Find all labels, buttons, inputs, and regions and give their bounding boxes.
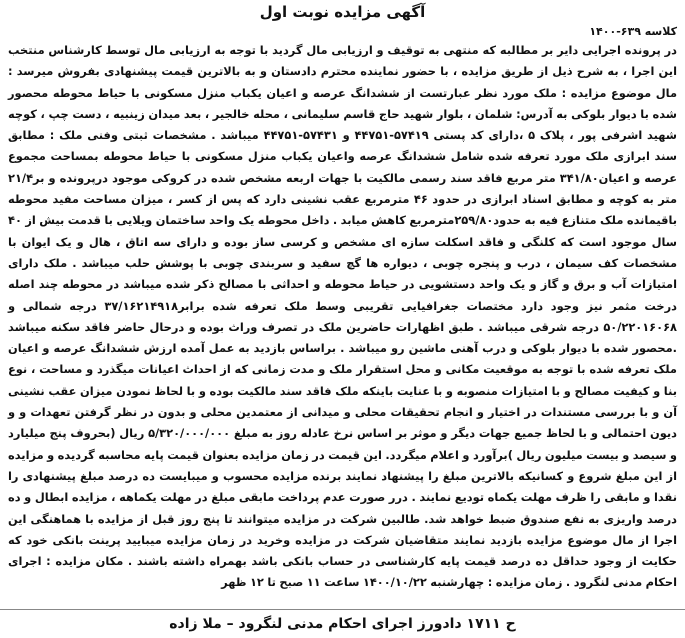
notice-body: در پرونده اجرایی دایر بر مطالبه که منتهی به توقیف و ارزیابی مال گردید با توجه به ارزیابی مال توسط کارشناس منتخب این اجرا ، به شرح ذیل از طریق مزایده ، با حضور نماینده محترم دادستان و به بالاترین قیمت پیشنهادی بفروش میرسد : مال موضوع مزایده : ملک مورد نظر عبارتست از ششدانگ عرصه و اعیان یکباب منزل مسکونی با حیاط محوطه محصور شده با دیوار بلوکی به آدرس: شلمان ، بلوار شهید حاج قاسم سلیمانی ، محله خالجیر ، بعد میدان زینبیه ، دست چپ ، کوچه شهید اشرفی پور ، پلاک ۵ ،دارای کد پستی ۵۷۴۱۹-۴۴۷۵۱ و ۵۷۴۳۱-۴۴۷۵۱ میباشد . مشخصات ثبتی وفنی ملک : مطابق سند ابرازی ملک مورد تعرفه شده شامل ششدانگ عرصه واعیان یکباب منزل مسکونی با حیاط محوطه بمساحت مجموع عرصه و اعیان۳۴۱/۸۰ متر مربع فاقد سند رسمی مالکیت با جهات اربعه مشخص شده در کروکی موجود درپرونده و بر۲۱/۴ متر به کوچه و مطابق اسناد ابرازی در حدود ۴۶ مترمربع عقب نشینی دارد که پس از کسر ، میزان مساحت مفید محوطه باقیمانده ملک متنازع فیه به حدود۲۵۹/۸۰مترمربع کاهش میابد . داخل محوطه یک واحد ساختمان ویلایی با قدمت بیش از ۴۰ سال موجود است که کلنگی و فاقد اسکلت سازه ای مشخص و کرسی ساز بوده و دارای سه اتاق ، هال و یک ایوان با مشخصات کف سیمان ، درب و پنجره چوبی ، دیواره ها گچ سفید و سربندی چوبی با پوشش حلب میباشد . ملک دارای امتیازات آب و برق و گاز و یک واحد دستشویی در حیاط محوطه و احداثی با مصالح ذکر شده میباشد در محوطه چند اصله درخت مثمر نیز وجود دارد مختصات جغرافیایی تقریبی وسط ملک تعرفه شده برابر۳۷/۱۶۲۱۴۹۱۸ درجه شمالی و ۵۰/۲۲۰۱۶۰۶۸ درجه شرقی میباشد . طبق اظهارات حاضرین ملک در تصرف وراث بوده و درحال حاضر فاقد سکنه میباشد .محصور شده با دیوار بلوکی و درب آهنی ماشین رو میباشد . براساس بازدید به عمل آمده ارزش ششدانگ عرصه و اعیان ملک تعرفه شده با توجه به موقعیت مکانی و محل استقرار ملک و مدت زمانی که از احداث اعیانات میگذرد و مساحت ، نوع بنا و کیفیت مصالح و با امتیازات منصوبه و با عنایت باینکه ملک فاقد سند مالکیت بوده و با لحاظ نمودن میزان عقب نشینی آن و با بررسی مستندات در اختیار و انجام تحقیقات محلی و میدانی از معتمدین محلی و بدون در نظر گرفتن تعهدات و و دیون احتمالی و با لحاظ جمیع جهات دیگر و موثر بر اساس نرخ عادله روز به مبلغ ۵/۳۲۰/۰۰۰/۰۰۰ ریال (بحروف پنج میلیارد و سیصد و بیست میلیون ریال )برآورد و اعلام میگردد. این قیمت در زمان مزایده بعنوان قیمت پایه محاسبه گردیده و مزایده از این مبلغ شروع و کسانیکه بالاترین مبلغ را پیشنهاد نمایند برنده مزایده محسوب و میبایست ده درصد مبلغ پیشنهادی را نقدا و مابقی را ظرف مهلت یکماه تودیع نمایند . درر صورت عدم پرداخت مابقی مبلغ در مهلت یکماهه ، مزایده ابطال و ده درصد واریزی به نفع صندوق ضبط خواهد شد. طالبین شرکت در مزایده میتوانند تا پنج روز قبل از مزایده با هماهنگی این اجرا از مال موضوع مزایده بازدید نمایند متقاضیان شرکت در مزایده وخرید در زمان مزایده میبایید پرینت بانکی خود که حکایت از وجود حداقل ده درصد قیمت پایه کارشناسی در حساب بانکی باشد بهمراه داشته باشند . مکان مزایده : اجرای احکام مدنی لنگرود . زمان مزایده : چهارشنبه ۱۴۰۰/۱۰/۲۲ ساعت ۱۱ صبح تا ۱۲ ظهر [8, 43, 678, 590]
notice-title: آگهی مزایده نوبت اول [259, 3, 426, 21]
notice-signature: ح ۱۷۱۱ دادورز اجرای احکام مدنی لنگرود – ملا زاده [0, 609, 685, 638]
case-number: کلاسه ۶۳۹-۱۴۰۰ [589, 25, 677, 38]
